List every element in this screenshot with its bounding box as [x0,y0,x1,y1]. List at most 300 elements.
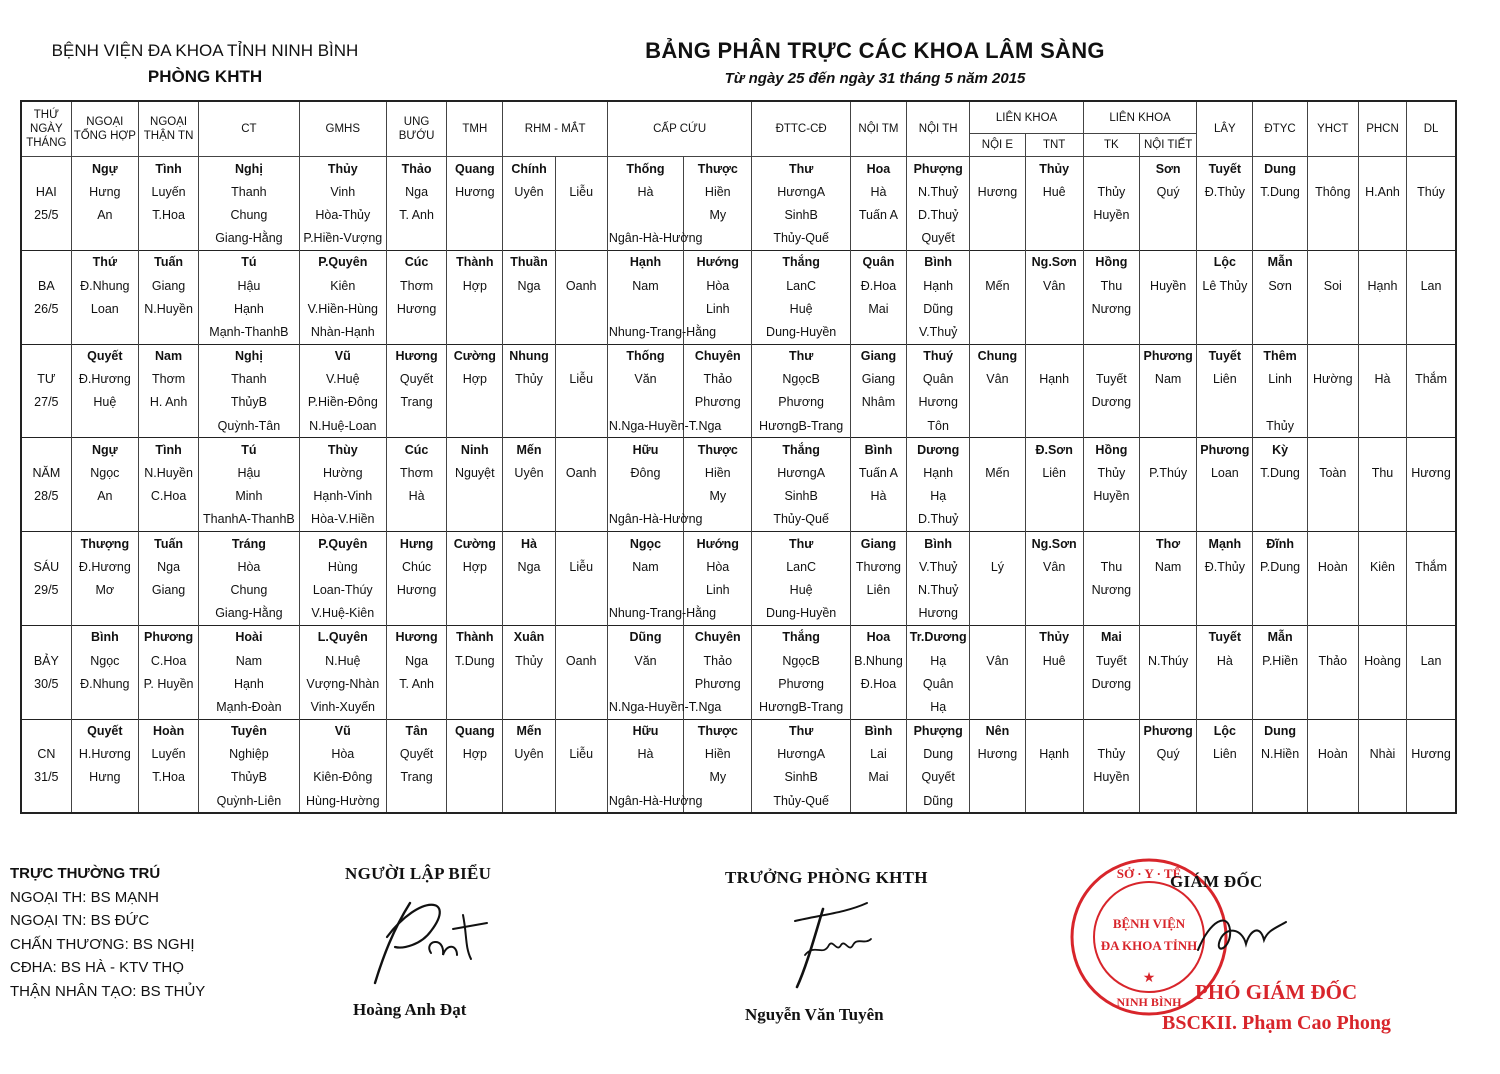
duty-cell: Dương [1083,672,1139,695]
duty-cell: Nghị [199,344,299,368]
day-cell [21,227,71,251]
day-cell: 29/5 [21,578,71,601]
duty-cell [1197,414,1253,438]
svg-text:ĐA KHOA TỈNH: ĐA KHOA TỈNH [1100,938,1198,953]
duty-cell: Thu [1083,555,1139,578]
duty-cell [1407,344,1456,368]
duty-cell: Hòa-V.Hiền [299,508,386,532]
duty-cell: Lộc [1197,719,1253,743]
duty-cell: Thư [752,344,850,368]
col-ct: CT [199,101,299,157]
duty-cell: P. Huyền [138,672,198,695]
duty-cell: Hậu [199,461,299,484]
duty-cell: Tuyết [1197,344,1253,368]
duty-cell [1025,766,1083,789]
duty-cell: Bình [850,438,906,462]
duty-cell: T.Dung [1253,180,1307,203]
duty-cell: V.Thuỷ [907,320,970,344]
duty-cell: Ngọc [607,532,683,556]
schedule-row [21,391,1456,414]
duty-cell: Nga [386,649,446,672]
duty-cell: Liên [850,578,906,601]
duty-cell: Hoàn [1307,555,1358,578]
duty-cell: Thảo [386,157,446,181]
duty-cell [555,508,607,532]
duty-cell: V.Thuỷ [907,555,970,578]
duty-cell: Thống [607,157,683,181]
duty-cell: Thượng [71,532,138,556]
duty-cell: HươngA [752,461,850,484]
duty-cell: Liên [1197,368,1253,391]
duty-cell [1197,227,1253,251]
preparer-signature [365,885,505,995]
duty-cell: Thảo [684,368,752,391]
duty-cell: Phương [752,672,850,695]
duty-cell [970,438,1025,462]
duty-cell: Sơn [1253,274,1307,297]
duty-cell: Giang [850,344,906,368]
duty-cell: Huyền [1083,766,1139,789]
duty-cell [1407,227,1456,251]
duty-cell: Hạnh [199,672,299,695]
duty-cell: Thủy [1025,157,1083,181]
col-dtyc: ĐTYC [1253,101,1307,157]
duty-cell: Hạnh [907,461,970,484]
duty-cell: Mến [970,274,1025,297]
duty-cell [1307,625,1358,649]
duty-cell: Nhài [1358,743,1406,766]
duty-cell: Hợp [447,555,503,578]
duty-cell [138,695,198,719]
duty-cell: Loan-Thúy [299,578,386,601]
duty-cell [1140,250,1197,274]
duty-cell [1253,672,1307,695]
day-cell: NĂM [21,461,71,484]
duty-cell: Huyền [1083,203,1139,226]
day-cell: TƯ [21,368,71,391]
duty-cell: Huê [1025,180,1083,203]
duty-cell [503,297,555,320]
schedule-row [21,485,1456,508]
col-noi-tiet: NỘI TIẾT [1140,134,1197,157]
duty-cell: Hùng-Hường [299,789,386,813]
duty-cell: N.Huệ-Loan [299,414,386,438]
deputy-director-title: PHÓ GIÁM ĐỐC [1195,980,1358,1004]
duty-cell: Nam [607,555,683,578]
duty-cell: Hòa-Thủy [299,203,386,226]
duty-cell: Hà [850,485,906,508]
duty-cell: Thủy [1083,743,1139,766]
duty-cell [970,203,1025,226]
duty-cell: Uyên [503,461,555,484]
col-tnt: TNT [1025,134,1083,157]
duty-cell: Hương [1407,743,1456,766]
duty-cell [1358,297,1406,320]
director-title: GIÁM ĐỐC [1170,872,1263,891]
duty-cell: Nên [970,719,1025,743]
duty-cell: HươngB-Trang [752,414,850,438]
duty-cell: Oanh [555,649,607,672]
duty-cell: Thủy [1083,461,1139,484]
duty-cell: N.Thúy [1140,649,1197,672]
duty-cell: Linh [684,578,752,601]
duty-cell: Thư [752,719,850,743]
duty-cell [71,414,138,438]
duty-cell [555,391,607,414]
duty-cell [1253,789,1307,813]
resident-duty-line: NGOẠI TN: BS ĐỨC [10,912,150,929]
duty-cell: Dung-Huyền [752,320,850,344]
duty-cell: D.Thuỷ [907,203,970,226]
duty-cell: Hương [386,578,446,601]
duty-cell [1307,203,1358,226]
day-cell [21,320,71,344]
duty-cell: Hạ [907,649,970,672]
duty-cell [1025,203,1083,226]
duty-cell [1253,391,1307,414]
duty-cell: Nhung-Trang-Hằng [607,320,683,344]
duty-cell: Đ.Nhung [71,672,138,695]
schedule-row [21,414,1456,438]
duty-cell [1140,625,1197,649]
duty-cell: Hoa [850,625,906,649]
duty-cell [447,391,503,414]
duty-cell: Thương [850,555,906,578]
duty-cell: Lan [1407,649,1456,672]
duty-cell [1358,203,1406,226]
duty-schedule-table [20,100,1457,814]
duty-cell [607,766,683,789]
duty-cell: Thảo [1307,649,1358,672]
duty-cell: Toàn [1307,461,1358,484]
schedule-row [21,438,1456,462]
duty-cell: Hòa [299,743,386,766]
duty-cell [1307,508,1358,532]
duty-cell: Liễu [555,368,607,391]
duty-cell: Quân [907,368,970,391]
duty-cell [850,414,906,438]
duty-cell [1025,414,1083,438]
duty-cell: Dũng [907,789,970,813]
day-cell [21,438,71,462]
duty-cell: Hạnh [607,250,683,274]
duty-cell [1083,227,1139,251]
duty-cell [1358,438,1406,462]
duty-cell [447,227,503,251]
duty-cell: Tuyết [1083,649,1139,672]
schedule-row [21,461,1456,484]
duty-cell [850,227,906,251]
duty-cell: NgọcB [752,368,850,391]
duty-cell: Giang [138,578,198,601]
duty-cell [386,414,446,438]
col-gmhs: GMHS [299,101,386,157]
duty-cell: My [684,203,752,226]
duty-cell: Quyết [386,368,446,391]
duty-cell: Hạ [907,695,970,719]
duty-cell: SinhB [752,203,850,226]
duty-cell: Loan [71,297,138,320]
duty-cell [1140,485,1197,508]
duty-cell: Liễu [555,555,607,578]
duty-cell: Liên [1025,461,1083,484]
col-noi-e: NỘI E [970,134,1025,157]
duty-cell [1307,250,1358,274]
duty-cell: Đ.Thủy [1197,555,1253,578]
schedule-row [21,532,1456,556]
duty-cell: Lai [850,743,906,766]
hospital-name: BỆNH VIỆN ĐA KHOA TỈNH NINH BÌNH [51,41,359,60]
duty-cell: Hà [607,180,683,203]
schedule-row [21,250,1456,274]
duty-cell: Phương [1140,344,1197,368]
duty-cell: N.Thuỷ [907,180,970,203]
duty-cell [1025,602,1083,626]
duty-cell [607,578,683,601]
day-cell [21,508,71,532]
duty-cell [386,602,446,626]
duty-cell [1253,297,1307,320]
duty-cell: Cúc [386,438,446,462]
duty-cell: Hưng [71,766,138,789]
schedule-row [21,344,1456,368]
duty-cell [555,414,607,438]
duty-cell [970,508,1025,532]
duty-cell [607,297,683,320]
duty-cell: Hà [503,532,555,556]
header-row [21,101,1456,134]
duty-cell [1358,157,1406,181]
duty-cell [1407,320,1456,344]
duty-cell [1140,602,1197,626]
duty-cell: Hạnh [1025,743,1083,766]
duty-cell [970,227,1025,251]
duty-cell: Đông [607,461,683,484]
duty-cell: Ngọc [71,461,138,484]
duty-cell: Hà [386,485,446,508]
col-ngoai-tn: NGOẠI THẬN TN [138,101,198,157]
resident-duty-title: TRỰC THƯỜNG TRÚ [10,865,161,882]
schedule-row [21,157,1456,181]
duty-cell: Vũ [299,344,386,368]
duty-cell [970,789,1025,813]
duty-cell: Oanh [555,461,607,484]
duty-cell [1307,719,1358,743]
duty-cell [850,789,906,813]
duty-cell [1025,485,1083,508]
duty-cell: Thủy-Quế [752,789,850,813]
duty-cell [503,485,555,508]
duty-cell: Ngân-Hà-Hường [607,789,683,813]
duty-cell [503,578,555,601]
duty-cell: ThủyB [199,391,299,414]
duty-cell [1407,508,1456,532]
duty-cell: Phượng [907,157,970,181]
duty-cell [386,227,446,251]
duty-cell [447,578,503,601]
duty-cell: Hạnh [1025,368,1083,391]
duty-cell: Thủy [299,157,386,181]
duty-cell [1140,203,1197,226]
duty-cell [850,320,906,344]
director-signature [1190,900,1300,970]
duty-cell: T.Dung [1253,461,1307,484]
duty-cell [970,695,1025,719]
duty-cell: Phương [752,391,850,414]
duty-cell: Hoài [199,625,299,649]
duty-cell: Dũng [607,625,683,649]
duty-cell: Huê [1025,649,1083,672]
duty-cell: Cường [447,344,503,368]
duty-cell [1307,344,1358,368]
duty-cell: Huệ [71,391,138,414]
duty-cell [447,297,503,320]
duty-cell: Minh [199,485,299,508]
duty-cell: Phương [1197,438,1253,462]
duty-cell: Thơm [386,274,446,297]
day-cell [21,250,71,274]
duty-cell: HươngA [752,180,850,203]
duty-cell: Thược [684,438,752,462]
duty-cell [1025,227,1083,251]
day-cell [21,157,71,181]
duty-cell: Thuần [503,250,555,274]
duty-cell: Loan [1197,461,1253,484]
duty-cell: P.Hiền-Đông [299,391,386,414]
duty-cell [138,789,198,813]
duty-cell: Tình [138,157,198,181]
document-header-left [40,38,370,90]
duty-cell: T.Hoa [138,766,198,789]
day-cell: 30/5 [21,672,71,695]
duty-cell [970,532,1025,556]
duty-cell [970,485,1025,508]
deputy-director-name: BSCKII. Phạm Cao Phong [1162,1012,1391,1034]
duty-cell: Đ.Hoa [850,274,906,297]
duty-cell: Kiên-Đông [299,766,386,789]
duty-cell: Trang [386,391,446,414]
duty-cell: Quyết [907,766,970,789]
duty-cell: Quang [447,157,503,181]
duty-cell: Soi [1307,274,1358,297]
duty-cell [1140,391,1197,414]
duty-cell: Thược [684,157,752,181]
schedule-row [21,227,1456,251]
duty-cell [1197,320,1253,344]
duty-cell [555,344,607,368]
duty-cell: Chung [199,203,299,226]
duty-cell: Thủy [1083,180,1139,203]
duty-cell: Hoa [850,157,906,181]
duty-cell: Ngân-Hà-Hường [607,227,683,251]
duty-cell [555,695,607,719]
duty-cell: Thư [752,532,850,556]
duty-cell: N.Thuỷ [907,578,970,601]
day-cell: BA [21,274,71,297]
duty-cell [386,508,446,532]
duty-cell [970,250,1025,274]
duty-cell: Hợp [447,368,503,391]
duty-cell: Hoàn [138,719,198,743]
duty-cell: Đ.Sơn [1025,438,1083,462]
duty-cell [1307,766,1358,789]
duty-cell [555,766,607,789]
duty-cell: Thành [447,625,503,649]
duty-cell [386,695,446,719]
duty-cell [1083,602,1139,626]
duty-cell: Thơm [386,461,446,484]
duty-cell [1307,578,1358,601]
duty-cell: Giang [850,532,906,556]
duty-cell [970,414,1025,438]
duty-cell [1083,344,1139,368]
duty-cell [1025,297,1083,320]
duty-cell: C.Hoa [138,649,198,672]
duty-cell [1307,414,1358,438]
duty-cell: H.Anh [1358,180,1406,203]
duty-cell [555,320,607,344]
duty-cell: Nga [386,180,446,203]
day-cell [21,602,71,626]
duty-cell: Hòa [199,555,299,578]
resident-duty-line: NGOẠI TH: BS MẠNH [10,888,159,906]
duty-cell: Vinh-Xuyến [299,695,386,719]
duty-cell [1407,297,1456,320]
duty-cell: Hùng [299,555,386,578]
duty-cell [555,297,607,320]
day-cell [21,344,71,368]
duty-cell: Hồng [1083,250,1139,274]
duty-cell: Mạnh [1197,532,1253,556]
duty-cell: Tình [138,438,198,462]
schedule-row [21,508,1456,532]
duty-cell [1083,508,1139,532]
duty-cell [138,414,198,438]
duty-cell [1083,532,1139,556]
duty-cell [555,438,607,462]
duty-cell: Liên [1197,743,1253,766]
schedule-row [21,555,1456,578]
duty-cell: Kỳ [1253,438,1307,462]
duty-cell: Phương [684,672,752,695]
duty-cell: Lộc [1197,250,1253,274]
schedule-row [21,368,1456,391]
duty-cell [503,203,555,226]
duty-cell [1358,695,1406,719]
duty-cell [555,157,607,181]
duty-cell: Tuấn A [850,461,906,484]
duty-cell [1407,414,1456,438]
preparer-title: NGƯỜI LẬP BIỂU [345,864,492,883]
duty-cell [1358,508,1406,532]
duty-cell: H.Hương [71,743,138,766]
duty-cell: Ninh [447,438,503,462]
duty-cell: Tuấn A [850,203,906,226]
duty-cell: Thư [752,157,850,181]
duty-cell: Nga [503,274,555,297]
duty-cell [970,157,1025,181]
day-cell: 25/5 [21,203,71,226]
duty-cell: Thành [447,250,503,274]
duty-cell: Thùy [299,438,386,462]
duty-cell [386,320,446,344]
duty-cell: Ng.Sơn [1025,532,1083,556]
duty-cell [447,695,503,719]
document-header-right [560,38,1190,87]
duty-cell [1140,695,1197,719]
duty-cell [1358,320,1406,344]
duty-cell: Thứ [71,250,138,274]
